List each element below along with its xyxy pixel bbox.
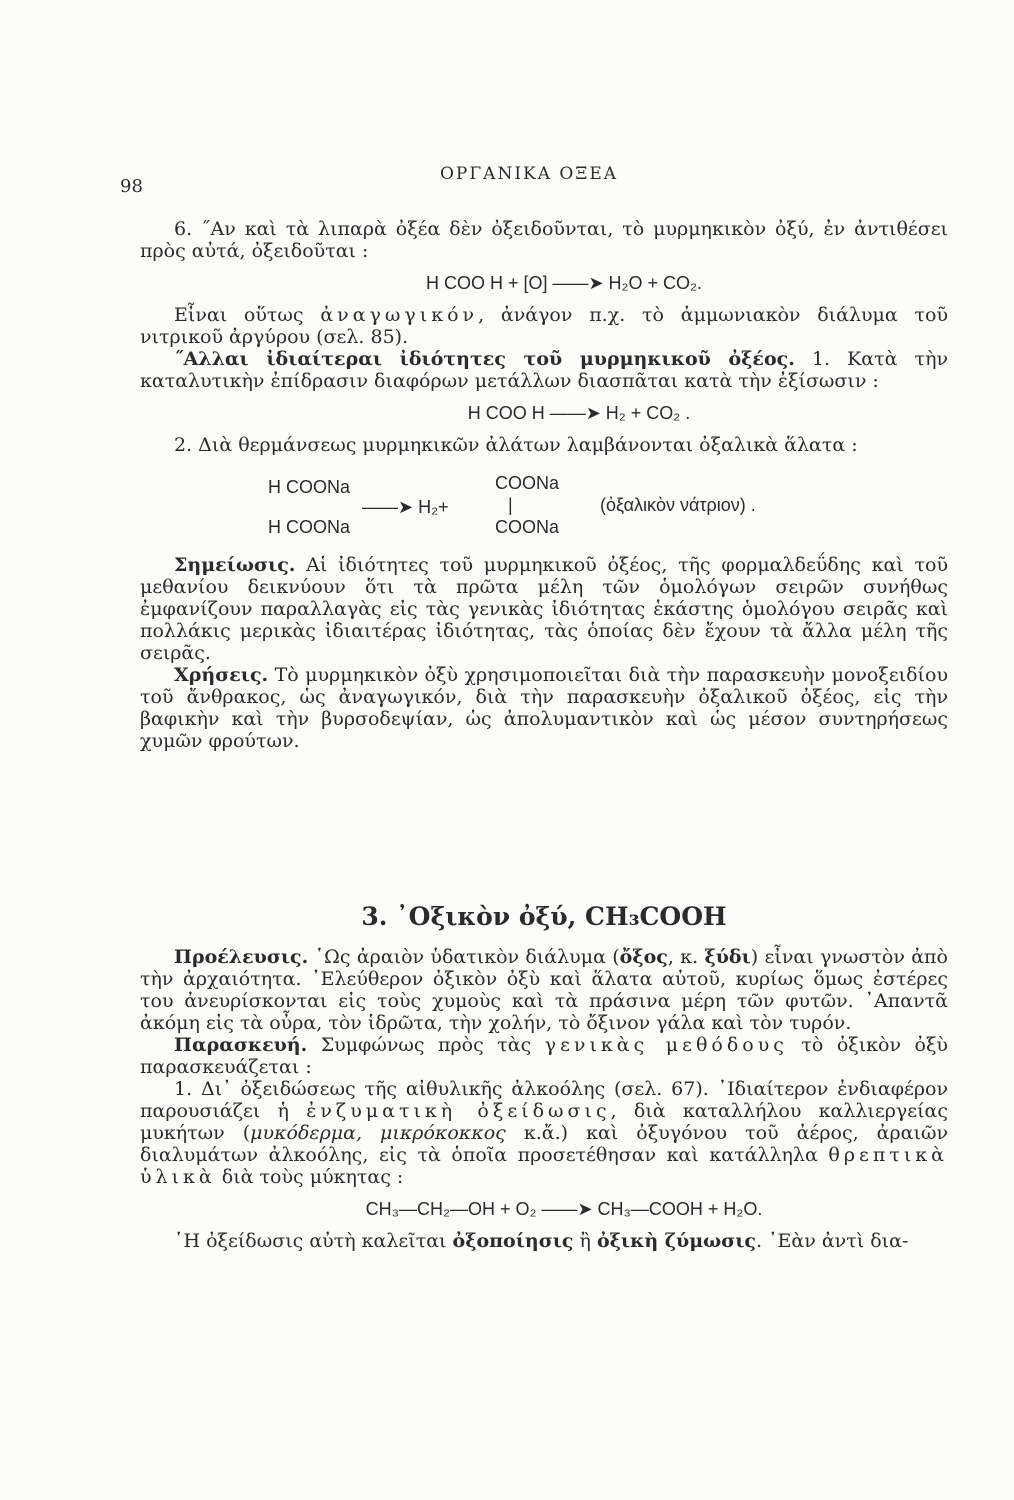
- bold-term: ὀξικὴ ζύμωσις: [596, 1230, 756, 1252]
- text-run: ) εἶναι γνωστὸν ἀπὸ τὴν ἀρχαιότητα. ᾽Ελεύθερον ὀξικὸν ὀξὺ καὶ ἅλατα αὐτοῦ, κυρίως ὅμως ἐστέρες του ἀνευρίσκονται εἰς τοὺς χυμοὺς καὶ τὰ πράσινα μέρη τῶν φυτῶν. ᾽Απαντᾶ ἀκόμη εἰς τὰ οὖρα, τὸν ἱδρῶτα, τὴν χολήν, τὸ ὄξινον γάλα καὶ τὸν τυρόν.: [140, 946, 948, 1034]
- text-run: , κ.: [667, 946, 705, 968]
- text-block-lower: [140, 902, 949, 1252]
- bold-heading: Παρασκευή.: [174, 1034, 308, 1056]
- equation-3: CH₃—CH₂—OH + O₂ ——➤ CH₃—COOH + H₂O.: [365, 1199, 763, 1219]
- text-run: Αἱ ἰδιότητες τοῦ μυρμηκικοῦ ὀξέος, τῆς φορμαλδεΰδης καὶ τοῦ μεθανίου δεικνύουν ὅτι τὰ πρῶτα μέλη τῶν ὁμολόγων σειρῶν συνήθως ἐμφανίζουν παραλλαγὰς εἰς τὰς γενικὰς ἰδιότητας ἑκάστης ὁμολόγου σειρᾶς καὶ πολλάκις μερικὰς ἰδιαιτέρας ἰδιότητας, τὰς ὁποίας δὲν ἔχουν τὰ ἄλλα μέλη τῆς σειρᾶς.: [140, 554, 948, 664]
- oxalate-reaction: [140, 472, 948, 544]
- section-title: 3. ᾽Οξικὸν ὀξύ, CH₃COOH: [361, 902, 727, 931]
- bold-heading: Χρήσεις.: [174, 664, 269, 686]
- text-run: ῾Ως ἀραιὸν ὑδατικὸν διάλυμα (: [308, 946, 620, 968]
- equation-2: H COO H ——➤ H₂ + CO₂ .: [467, 403, 691, 423]
- paragraph-3: [140, 348, 948, 392]
- text-run: 1. Δι᾽ ὀξειδώσεως τῆς αἰθυλικῆς ἀλκοόλης (σελ. 67). ᾽Ιδιαίτερον ἐνδιαφέρον παρουσιάζει ἡ: [140, 1078, 948, 1122]
- text-run: . ᾽Εὰν ἀντὶ δια-: [755, 1230, 909, 1252]
- product-bottom: COONa: [495, 517, 560, 537]
- paragraph-5: [140, 554, 948, 664]
- equation-1: H COO H + [O] ——➤ H₂O + CO₂.: [425, 273, 703, 293]
- reactant-top: H COONa: [268, 477, 351, 497]
- running-title: ΟΡΓΑΝΙΚΑ ΟΞΕΑ: [440, 164, 619, 184]
- reaction-arrow: ——➤ H₂+: [362, 497, 449, 517]
- text-run: κ.ἄ.) καὶ ὀξυγόνου τοῦ ἀέρος, ἀραιῶν διαλυμάτων ἀλκοόλης, εἰς τὰ ὁποῖα προσετέθησαν καὶ κατάλληλα: [140, 1122, 949, 1166]
- spaced-text: θρεπτικὰ ὑλικὰ: [140, 1144, 948, 1188]
- paragraph-1: 6. ˝Αν καὶ τὰ λιπαρὰ ὀξέα δὲν ὀξειδοῦνται, τὸ μυρμηκικὸν ὀξύ, ἐν ἀντιθέσει πρὸς αὐτά, ὀξειδοῦται :: [140, 218, 948, 262]
- spaced-text: γενικὰς μεθόδους: [544, 1034, 788, 1056]
- page-number: 98: [120, 176, 143, 197]
- bold-term: ὄξος: [619, 946, 668, 968]
- italic-term: μυκόδερμα, μικρόκοκκος: [250, 1122, 506, 1144]
- bold-heading: ˝Αλλαι ἰδιαίτεραι ἰδιότητες τοῦ μυρμηκικοῦ ὀξέος.: [174, 348, 795, 370]
- paragraph-8: [140, 1034, 948, 1078]
- bold-term: ὀξοποίησις: [452, 1230, 574, 1252]
- paragraph-10: [140, 1230, 948, 1252]
- paragraph-6: [140, 664, 948, 752]
- reactant-bottom: H COONa: [268, 517, 351, 537]
- text-block-upper: [140, 218, 948, 752]
- paragraph-7: [140, 946, 948, 1034]
- product-top: COONa: [495, 473, 560, 493]
- text-run: , διὰ καταλλήλου καλλιεργείας μυκήτων (: [140, 1100, 948, 1144]
- text-run: Τὸ μυρμηκικὸν ὀξὺ χρησιμοποιεῖται διὰ τὴν παρασκευὴν μονοξειδίου τοῦ ἄνθρακος, ὡς ἀναγωγικόν, διὰ τὴν παρασκευὴν ὀξαλικοῦ ὀξέος, εἰς τὴν βαφικὴν καὶ τὴν βυρσοδεψίαν, ὡς ἀπολυμαντικὸν καὶ ὡς μέσον συντηρήσεως χυμῶν φρούτων.: [140, 664, 948, 752]
- bold-term: ξύδι: [704, 946, 751, 968]
- text-run: Συμφώνως πρὸς τὰς: [307, 1034, 545, 1056]
- text-run: Εἶναι οὕτως: [174, 304, 321, 326]
- paragraph-2: [140, 304, 948, 348]
- text-run: ἢ: [573, 1230, 597, 1252]
- spaced-text: ἀναγωγικόν: [320, 304, 479, 326]
- text-run: , ἀνάγον π.χ. τὸ ἀμμωνιακὸν διάλυμα τοῦ νιτρικοῦ ἀργύρου (σελ. 85).: [140, 304, 948, 348]
- bold-heading: Προέλευσις.: [174, 946, 309, 968]
- product-bond: |: [508, 495, 513, 515]
- product-name: (ὀξαλικὸν νάτριον) .: [600, 495, 756, 515]
- spaced-text: ἐνζυματικὴ ὀξείδωσις: [306, 1100, 611, 1122]
- text-run: 1. Κατὰ τὴν καταλυτικὴν ἐπίδρασιν διαφόρων μετάλλων διασπᾶται κατὰ τὴν ἐξίσωσιν :: [140, 348, 949, 392]
- text-run: ῾Η ὀξείδωσις αὐτὴ καλεῖται: [174, 1230, 453, 1252]
- text-run: διὰ τοὺς μύκητας :: [215, 1166, 404, 1188]
- paragraph-9: [140, 1078, 948, 1188]
- text-run: τὸ ὀξικὸν ὀξὺ παρασκευάζεται :: [140, 1034, 948, 1078]
- paragraph-4: 2. Διὰ θερμάνσεως μυρμηκικῶν ἀλάτων λαμβάνονται ὀξαλικὰ ἅλατα :: [174, 434, 858, 456]
- bold-heading: Σημείωσις.: [174, 554, 296, 576]
